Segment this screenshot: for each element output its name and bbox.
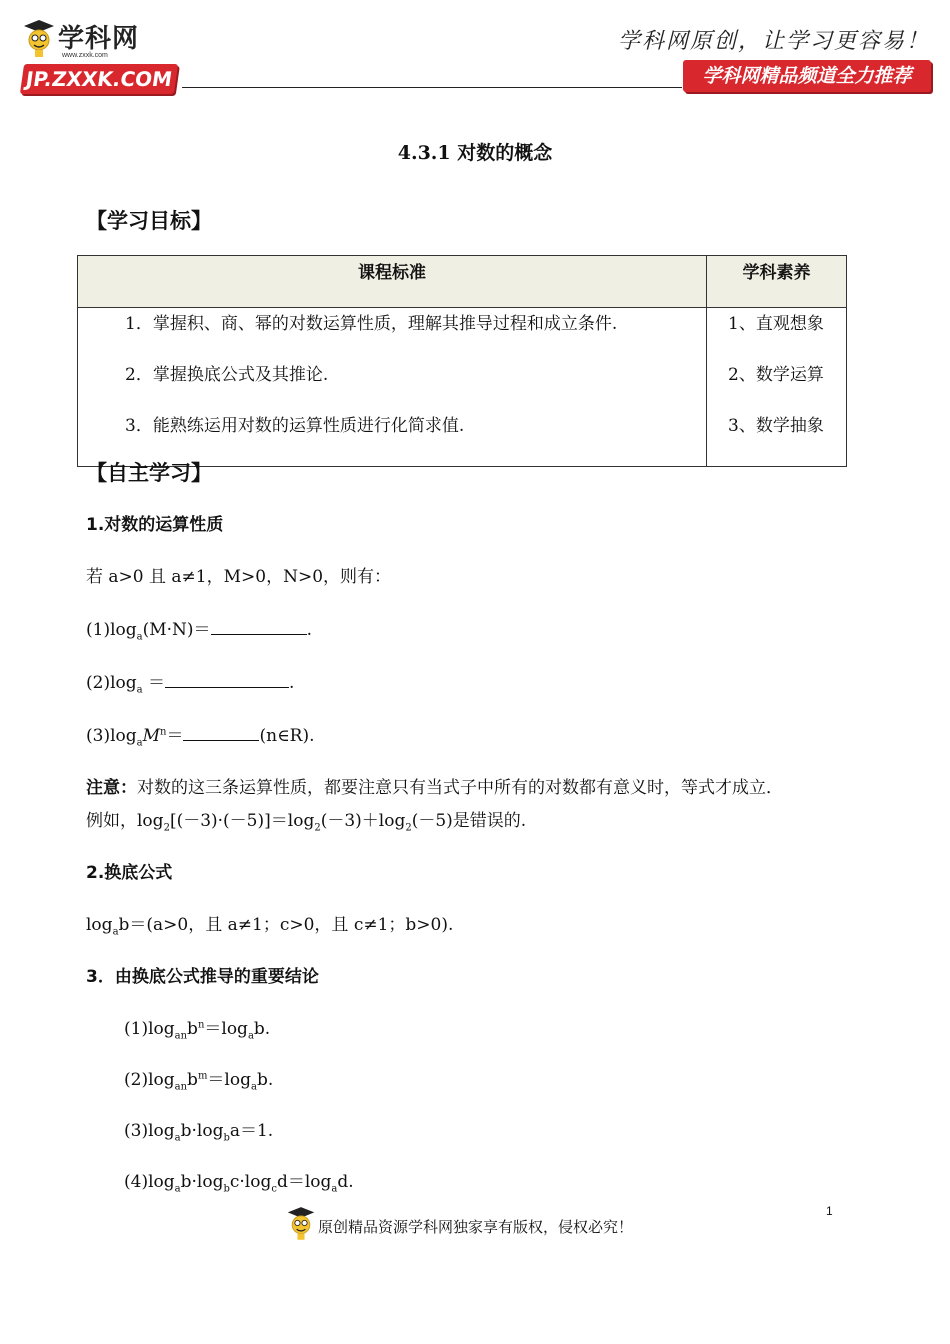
answer-blank[interactable] xyxy=(211,618,307,635)
literacy-item: 2、数学运算 xyxy=(728,365,824,385)
prop1-end: . xyxy=(306,620,312,640)
c3-base: a xyxy=(174,1132,181,1144)
conclusion-1 xyxy=(124,1014,271,1042)
c3-part: b·log xyxy=(180,1121,224,1141)
example-b: [(－3)·(－5)]＝log xyxy=(169,811,315,831)
prop2-log: (2)log xyxy=(86,673,137,693)
mascot-icon xyxy=(286,1204,316,1242)
example-line xyxy=(86,806,527,834)
c2-part: (2)log xyxy=(124,1070,175,1090)
cob-base: a xyxy=(112,926,119,938)
example-c: (－3)＋log xyxy=(320,811,406,831)
condition-text: 若 a>0 且 a≠1，M>0，N>0，则有： xyxy=(86,567,392,587)
conclusion-2 xyxy=(124,1065,274,1093)
c3-part: a＝1. xyxy=(229,1121,274,1141)
col-header-standard: 课程标准 xyxy=(78,256,707,308)
c1-base: a xyxy=(247,1030,254,1042)
prop3-base: a xyxy=(136,737,143,749)
literacy-cell xyxy=(707,308,847,467)
example-sub1: 2 xyxy=(163,822,170,834)
c3-part: (3)log xyxy=(124,1121,175,1141)
c1-base: an xyxy=(174,1030,188,1042)
c4-part: d. xyxy=(337,1172,354,1192)
page-title: 4.3.1 对数的概念 xyxy=(397,142,553,164)
c4-part: d＝log xyxy=(276,1172,332,1192)
cob-log: log xyxy=(86,915,113,935)
prop3-log: (3)log xyxy=(86,726,137,746)
c2-part: ＝log xyxy=(207,1070,251,1090)
prop3-exp: n xyxy=(160,726,167,738)
c1-part: b. xyxy=(253,1019,271,1039)
prop1-base: a xyxy=(136,631,143,643)
standards-cell xyxy=(78,308,707,467)
c4-base: c xyxy=(271,1183,277,1195)
c2-base: a xyxy=(250,1081,257,1093)
page-number: 1 xyxy=(826,1204,833,1218)
c2-base: an xyxy=(174,1081,188,1093)
cob-rest: b＝(a>0，且 a≠1；c>0，且 c≠1；b>0). xyxy=(118,915,454,935)
c4-base: a xyxy=(174,1183,181,1195)
standard-item: 2．掌握换底公式及其推论. xyxy=(125,365,329,385)
section-1-title: 1.对数的运算性质 xyxy=(86,515,224,535)
answer-blank[interactable] xyxy=(165,671,289,688)
c1-part: ＝log xyxy=(204,1019,248,1039)
standard-item: 1．掌握积、商、幂的对数运算性质，理解其推导过程和成立条件. xyxy=(125,314,618,334)
c4-base: b xyxy=(223,1183,230,1195)
standard-item: 3．能熟练运用对数的运算性质进行化简求值. xyxy=(125,416,465,436)
note-label: 注意： xyxy=(86,778,137,798)
literacy-item: 3、数学抽象 xyxy=(728,416,824,436)
example-d: (－5)是错误的. xyxy=(411,811,527,831)
footer-copyright: 原创精品资源学科网独家享有版权，侵权必究！ xyxy=(318,1218,634,1236)
example-sub2: 2 xyxy=(314,822,321,834)
example-sub3: 2 xyxy=(405,822,412,834)
literacy-item: 1、直观想象 xyxy=(728,314,824,334)
c1-part: (1)log xyxy=(124,1019,175,1039)
prop1-log: (1)log xyxy=(86,620,137,640)
c4-part: (4)log xyxy=(124,1172,175,1192)
note-text: 对数的这三条运算性质，都要注意只有当式子中所有的对数都有意义时，等式才成立． xyxy=(137,778,783,798)
prop3-eq: ＝ xyxy=(166,726,184,746)
c2-exp: m xyxy=(197,1070,208,1082)
logo-domain: JP.ZXXK.COM xyxy=(20,64,178,94)
logo-name: 学科网 xyxy=(58,24,140,54)
conclusion-3 xyxy=(124,1116,274,1144)
c4-base: a xyxy=(331,1183,338,1195)
header-slogan: 学科网原创，让学习更容易！ xyxy=(617,29,930,54)
section-3-title: 3．由换底公式推导的重要结论 xyxy=(86,967,319,987)
header-badge: 学科网精品频道全力推荐 xyxy=(683,60,931,92)
site-logo[interactable] xyxy=(22,16,182,96)
property-2 xyxy=(86,668,295,696)
prop2-end: . xyxy=(289,673,295,693)
change-of-base xyxy=(86,910,454,938)
answer-blank[interactable] xyxy=(183,724,259,741)
prop3-end: (n∈R). xyxy=(259,726,315,746)
c2-part: b xyxy=(187,1070,198,1090)
col-header-literacy: 学科素养 xyxy=(707,256,847,308)
goals-heading: 【学习目标】 xyxy=(86,209,212,233)
prop2-arg: ＝ xyxy=(142,673,166,693)
mascot-icon xyxy=(22,18,56,58)
c3-base: b xyxy=(223,1132,230,1144)
c1-part: b xyxy=(187,1019,198,1039)
c2-part: b. xyxy=(256,1070,274,1090)
property-1 xyxy=(86,615,312,643)
property-3 xyxy=(86,721,315,749)
c4-part: b·log xyxy=(180,1172,224,1192)
c1-exp: n xyxy=(197,1019,205,1031)
note xyxy=(86,773,783,798)
header-rule xyxy=(182,87,682,88)
self-study-heading: 【自主学习】 xyxy=(86,461,212,485)
prop3-M: M xyxy=(142,726,161,746)
example-a: 例如，log xyxy=(86,811,164,831)
conclusion-4 xyxy=(124,1167,354,1195)
logo-url: www.zxxk.com xyxy=(62,52,108,59)
goals-table xyxy=(77,255,847,467)
section-2-title: 2.换底公式 xyxy=(86,863,173,883)
c4-part: c·log xyxy=(229,1172,272,1192)
prop1-arg: (M·N)＝ xyxy=(142,620,211,640)
prop2-base: a xyxy=(136,684,143,696)
